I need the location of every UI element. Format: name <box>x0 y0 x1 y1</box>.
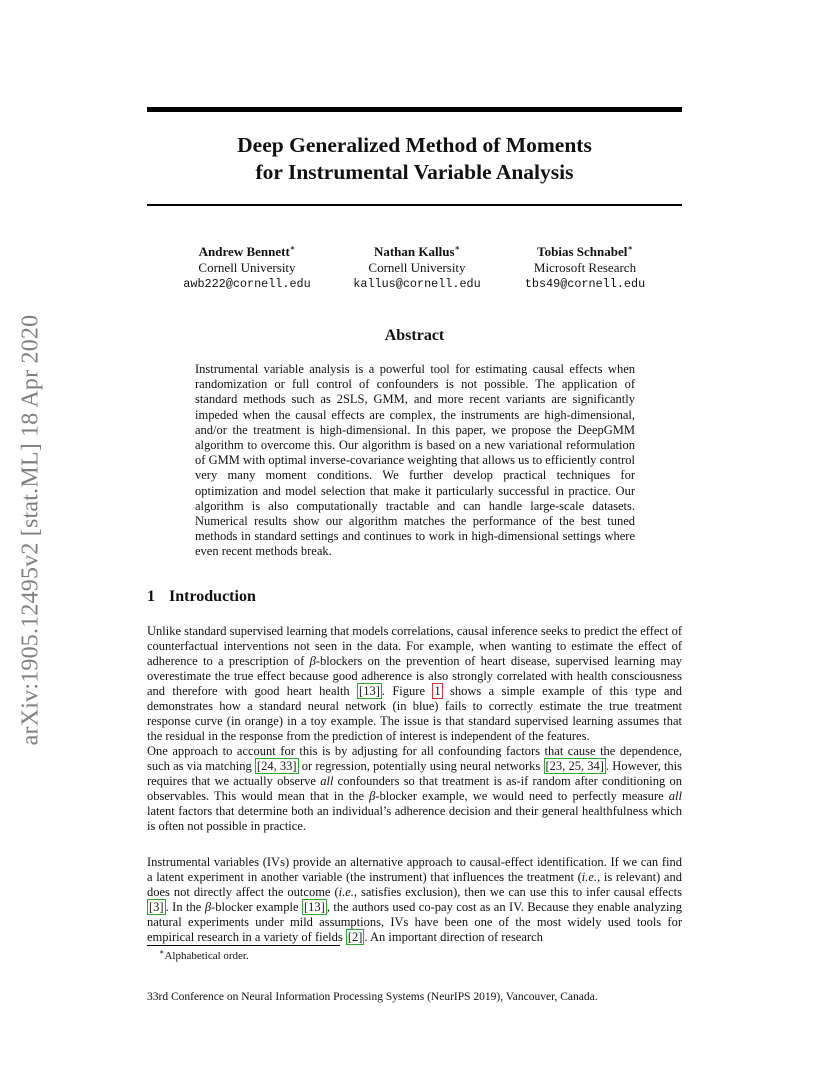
author-name: Nathan Kallus <box>373 244 455 259</box>
citation-link[interactable]: [23, 25, 34] <box>545 759 604 774</box>
author-mark: ∗ <box>627 243 633 253</box>
paragraph: Instrumental variables (IVs) provide an alternative approach to causal-effect identification. If we can find a latent experiment in another variable (the instrument) that influences the treatment (i.e., is relevant) and does not directly affect the outcome (i.e., satisfies exclusion), then we can use this to infer causal effects [3] . In the β-blocker example [13] , the authors used co-pay cost as an IV. Because they enable analyzing natural experiments under mild assumptions, IVs have been one of the most widely used tools for empirical research in a variety of fields [2] . An important direction of research <box>147 855 683 945</box>
citation-link[interactable]: [2] <box>347 930 363 945</box>
author-block <box>495 244 675 292</box>
citation-link[interactable]: [13] <box>359 684 380 699</box>
author-email[interactable]: tbs49@cornell.edu <box>524 277 646 291</box>
author-affiliation: Cornell University <box>368 260 466 275</box>
author-email[interactable]: awb222@cornell.edu <box>183 277 311 291</box>
citation-link[interactable]: [3] <box>149 900 164 915</box>
author-mark: ∗ <box>454 243 461 253</box>
footnote-text: Alphabetical order. <box>164 950 249 962</box>
footnote <box>159 947 249 962</box>
author-email[interactable]: kallus@cornell.edu <box>353 277 481 291</box>
figure-link[interactable]: 1 <box>434 684 441 699</box>
title-line-1: Deep Generalized Method of Moments <box>237 133 592 157</box>
footnote-rule <box>147 945 340 946</box>
abstract-heading: Abstract <box>384 327 445 344</box>
author-mark: ∗ <box>289 243 296 253</box>
section-title: Introduction <box>169 588 256 605</box>
title-bottom-rule <box>147 204 682 206</box>
author-name: Andrew Bennett <box>198 244 290 259</box>
conference-note: 33rd Conference on Neural Information Processing Systems (NeurIPS 2019), Vancouver, Canada. <box>147 991 598 1003</box>
section-heading <box>147 588 256 606</box>
author-block <box>327 244 507 292</box>
paragraph: One approach to account for this is by adjusting for all confounding factors that cause the dependence, such as via matching [24, 33] or regression, potentially using neural networks [23, 25, 34] . However, this requires that we actually observe all confounders so that treatment is as-if random after conditioning on observables. This would mean that in the β-blocker example, we would need to perfectly measure all latent factors that determine both an individual’s adherence decision and their general healthfulness which is often not possible in practice. <box>147 744 683 834</box>
section-number: 1 <box>147 588 155 605</box>
author-block <box>157 244 337 292</box>
arxiv-stamp <box>2 280 60 780</box>
author-name: Tobias Schnabel <box>537 244 628 259</box>
footnote-mark: ∗ <box>159 947 165 957</box>
title-line-2: for Instrumental Variable Analysis <box>255 160 574 184</box>
citation-link[interactable]: [24, 33] <box>256 759 297 774</box>
author-affiliation: Cornell University <box>198 260 296 275</box>
citation-link[interactable]: [13] <box>303 900 325 915</box>
title-top-rule <box>147 107 682 112</box>
paper-title <box>147 132 682 186</box>
paragraph: Unlike standard supervised learning that models correlations, causal inference seeks to predict the effect of counterfactual interventions not seen in the data. For example, when wanting to estimate the effect of adherence to a prescription of β-blockers on the prevention of heart disease, supervised learning may overestimate the true effect because good adherence is also strongly correlated with health consciousness and therefore with good heart health [13] . Figure 1 shows a simple example of this type and demonstrates how a standard neural network (in blue) fails to correctly estimate the true treatment response curve (in orange) in a toy example. The issue is that standard supervised learning assumes that the residual in the response from the prediction of interest is independent of the features. <box>147 624 682 744</box>
arxiv-id: arXiv:1905.12495v2 [stat.ML] 18 Apr 2020 <box>17 314 44 746</box>
abstract-text: Instrumental variable analysis is a powerful tool for estimating causal effects when randomization or full control of confounders is not possible. The application of standard methods such as 2SLS, GMM, and more recent variants are significantly impeded when the causal effects are complex, the instruments are high-dimensional, and/or the treatment is high-dimensional. In this paper, we propose the DeepGMM algorithm to overcome this. Our algorithm is based on a new variational reformulation of GMM with optimal inverse-covariance weighting that allows us to efficiently control very many moment conditions. We further develop practical techniques for optimization and model selection that make it particularly successful in practice. Our algorithm is also computationally tractable and can handle large-scale datasets. Numerical results show our algorithm matches the performance of the best tuned methods in standard settings and continues to work in high-dimensional settings where even recent methods break. <box>195 362 635 559</box>
author-affiliation: Microsoft Research <box>533 260 637 275</box>
